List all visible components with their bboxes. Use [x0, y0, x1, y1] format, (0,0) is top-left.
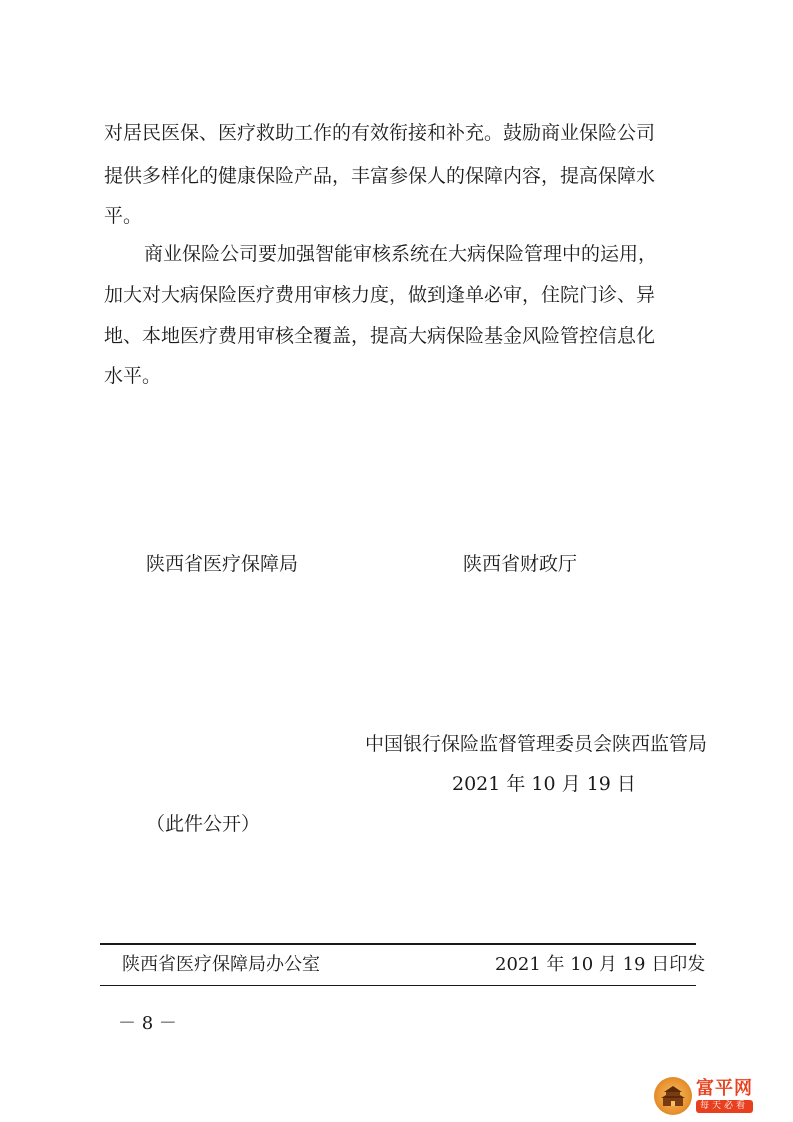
- paragraph-2-line-2: 加大对大病保险医疗费用审核力度，做到逢单必审，住院门诊、异: [104, 284, 656, 306]
- issue-date: 2021 年 10 月 19 日: [452, 773, 636, 795]
- page-number: － 8 －: [118, 1013, 177, 1034]
- watermark-title: 富平网: [696, 1077, 753, 1099]
- paragraph-1-line-2: 提供多样化的健康保险产品，丰富参保人的保障内容，提高保障水: [104, 165, 656, 187]
- signature-bottom: 中国银行保险监督管理委员会陕西监管局: [365, 733, 708, 755]
- paragraph-2-line-4: 水平。: [104, 365, 162, 387]
- footer-issued: 2021 年 10 月 19 日印发: [495, 954, 706, 975]
- footer-office: 陕西省医疗保障局办公室: [122, 954, 320, 975]
- signature-left: 陕西省医疗保障局: [146, 553, 299, 575]
- gate-tower-icon: [654, 1077, 692, 1115]
- signature-right: 陕西省财政厅: [463, 553, 578, 575]
- footer-rule-bottom: [100, 985, 696, 986]
- disclosure-note: （此件公开）: [146, 813, 261, 835]
- paragraph-1-line-1: 对居民医保、医疗救助工作的有效衔接和补充。鼓励商业保险公司: [104, 122, 656, 144]
- watermark-slogan: 每天必看: [696, 1100, 753, 1113]
- watermark: [654, 1075, 789, 1117]
- paragraph-1-line-3: 平。: [104, 205, 143, 227]
- paragraph-2-line-3: 地、本地医疗费用审核全覆盖，提高大病保险基金风险管控信息化: [104, 325, 656, 347]
- paragraph-2-line-1: 商业保险公司要加强智能审核系统在大病保险管理中的运用，: [144, 243, 658, 265]
- footer-rule-top: [100, 943, 696, 945]
